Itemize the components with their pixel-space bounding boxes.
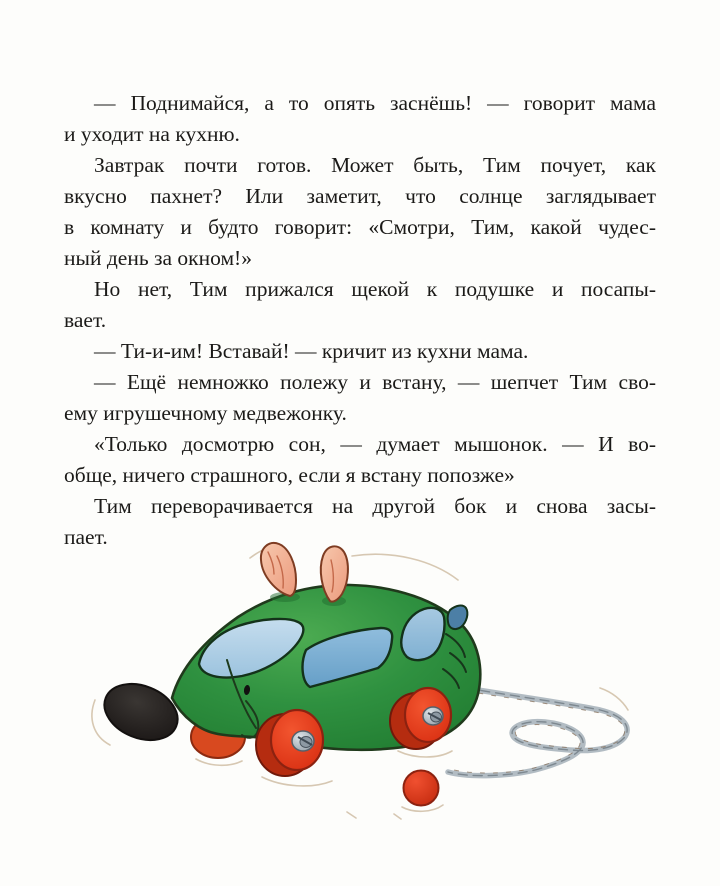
wheel-far-side [191,716,245,758]
ear-right [321,546,348,601]
window-middle [303,628,393,687]
text-line: ный день за окном!» [64,246,252,270]
text-line: — Поднимайся, а то опять заснёшь! — говорит мама [94,91,656,115]
windshield [199,619,303,678]
wheel-front-hub [292,731,314,751]
pull-string-texture [448,688,627,776]
pull-string-base [448,688,627,776]
text-line: — Ти-и-им! Вставай! — кричит из кухни мама. [94,339,529,363]
wheel-front [256,710,323,776]
eye [243,685,250,696]
text-line: вкусно пахнет? Или заметит, что солнце заглядывает [64,184,656,208]
face-lines [227,660,258,738]
mouth-line [242,701,258,738]
text-line: вает. [64,308,107,332]
text-line: Но нет, Тим прижался щекой к подушке и посапы- [94,277,656,301]
text-line: и уходит на кухню. [64,122,240,146]
text-line: Завтрак почти готов. Может быть, Тим почует, как [94,153,656,177]
pull-string [448,688,627,776]
ear-shadow-right [322,596,346,606]
pull-knob [404,771,439,806]
ear-shadow-left [270,592,300,602]
text-line: пает. [64,525,108,549]
ear-creases [268,552,333,592]
pull-string-shading [450,691,625,773]
text-line: Тим переворачивается на другой бок и снова засы- [94,494,656,518]
rear-fur-marks [443,634,466,688]
wheel-rear [390,688,451,749]
mouse-body [172,585,480,750]
text-line: «Только досмотрю сон, — думает мышонок. — И во- [94,432,656,456]
text-line: обще, ничего страшного, если я встану попозже» [64,463,515,487]
sketch-lines [92,545,628,819]
text-block [64,88,656,553]
text-line: в комнату и будто говорит: «Смотри, Тим, какой чудес- [64,215,656,239]
text-line: ему игрушечному медвежонку. [64,401,347,425]
text-line: — Ещё немножко полежу и встану, — шепчет Тим сво- [94,370,656,394]
nose [96,674,186,751]
wheel-rear-hub [423,707,443,725]
cheek-line [227,660,256,728]
window-rear [401,608,444,660]
window-rear-quarter [448,606,468,630]
